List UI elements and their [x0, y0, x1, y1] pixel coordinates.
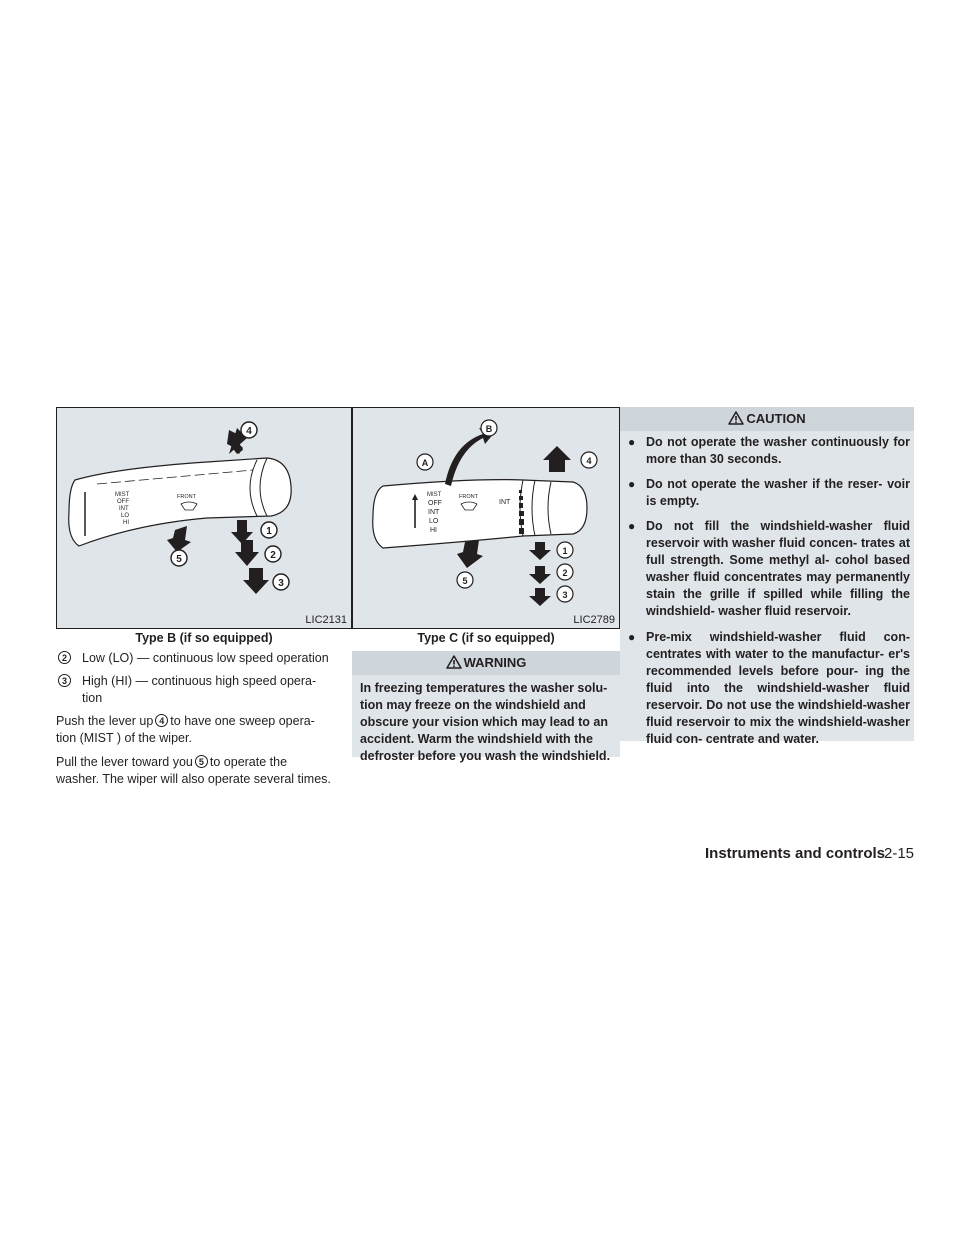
- lever-label-int: INT: [119, 506, 129, 512]
- callout-number-4: 4: [155, 714, 168, 727]
- item-text-low: Low (LO) — continuous low speed operation: [82, 651, 329, 665]
- lever-label-lo: LO: [429, 518, 439, 525]
- figure-type-c: [352, 407, 620, 629]
- callout-a: [417, 454, 433, 470]
- callout-1: [261, 522, 277, 538]
- svg-text:3: 3: [278, 578, 284, 589]
- figure-code: LIC2789: [573, 614, 615, 626]
- figure-code: LIC2131: [305, 614, 347, 626]
- figure-type-b: [56, 407, 352, 629]
- paragraph-push-lever: Push the lever up 4 to have one sweep opera- tion (MIST ) of the wiper.: [56, 714, 315, 745]
- figure-caption-type-c: Type C (if so equipped): [417, 631, 555, 645]
- svg-text:3: 3: [562, 590, 568, 600]
- callout-5: [457, 572, 473, 588]
- figure-caption-type-b: Type B (if so equipped): [135, 631, 273, 645]
- bullet-icon: ●: [628, 519, 636, 533]
- svg-text:2: 2: [270, 550, 276, 561]
- caution-title: CAUTION: [746, 411, 806, 426]
- wiper-lever-type-b-illustration: [57, 408, 351, 628]
- arrow-down-1-icon: [529, 542, 551, 560]
- lever-label-front: FRONT: [177, 494, 196, 500]
- warning-title: WARNING: [463, 655, 527, 670]
- warning-triangle-icon: [446, 655, 462, 669]
- callout-3: [557, 586, 573, 602]
- svg-text:4: 4: [246, 426, 252, 437]
- warning-text: In freezing temperatures the washer solu- tion may freeze on the windshield and obscure your vision which may lead to an accident. Warm the windshield with the defroster before you wash the windshield.: [360, 681, 611, 763]
- section-title: Instruments and controls: [705, 845, 886, 862]
- lever-label-hi: HI: [123, 520, 129, 526]
- svg-text:5: 5: [462, 576, 468, 586]
- bullet-icon: ●: [628, 630, 636, 644]
- arrow-pull-5-icon: [457, 540, 483, 568]
- list-item-high: [56, 673, 352, 709]
- callout-5: [171, 550, 187, 566]
- arrow-down-2-icon: [529, 566, 551, 584]
- caution-box: CAUTION ● Do not operate the washer continuously for more than 30 seconds. ● Do not operate the washer if the reser- voir is empty. ● Do not fill the windshield-washer fluid reservoir with washer fluid concen- trates at full strength. Some methyl al- cohol based washer fluid concentrates may permanently stain the grille if spilled while filling the windshield- washer fluid reservoir. ● Pre-mix windshield-washer fluid con- centrates with water to the manufactur- er's recommended levels before pour- ing the fluid into the windshield-washer fluid reservoir. Do not use the windshield-washer fluid reservoir to mix the windshield-washer fluid con- centrate and water.: [620, 407, 914, 741]
- svg-text:2: 2: [562, 568, 568, 578]
- lever-label-mist: MIST: [427, 492, 442, 498]
- bullet-icon: ●: [628, 477, 636, 491]
- svg-text:5: 5: [176, 554, 182, 565]
- callout-number-3: 3: [58, 674, 71, 687]
- page-number: 2-15: [884, 845, 915, 862]
- svg-text:A: A: [421, 458, 429, 468]
- callout-1: [557, 542, 573, 558]
- list-item-low: [56, 650, 352, 668]
- lever-label-off: OFF: [117, 499, 129, 505]
- caution-triangle-icon: [728, 411, 744, 425]
- arrow-down-3-icon: [243, 568, 269, 594]
- arrow-down-2-icon: [235, 540, 259, 566]
- warning-box: [352, 651, 620, 763]
- arrow-up-4-icon: [543, 446, 571, 472]
- callout-2: [557, 564, 573, 580]
- lever-label-off: OFF: [428, 500, 442, 507]
- item-text-high-1: High (HI) — continuous high speed opera-: [82, 674, 317, 688]
- curved-arrow-a-to-b-icon: [445, 428, 495, 486]
- svg-text:1: 1: [562, 546, 568, 556]
- wiper-lever-type-c-illustration: [353, 408, 619, 628]
- arrow-pull-icon: [167, 526, 191, 552]
- callout-2: [265, 546, 281, 562]
- callout-4: [581, 452, 597, 468]
- paragraph-pull-lever: Pull the lever toward you 5 to operate the washer. The wiper will also operate several times.: [56, 755, 331, 786]
- callout-number-2: 2: [58, 651, 71, 664]
- lever-label-int: INT: [428, 509, 440, 516]
- lever-label-hi: HI: [430, 527, 437, 534]
- svg-text:4: 4: [586, 456, 592, 466]
- lever-label-int-ring: INT: [499, 499, 511, 506]
- svg-text:B: B: [485, 424, 493, 434]
- arrow-down-3-icon: [529, 588, 551, 606]
- callout-number-5: 5: [195, 755, 208, 768]
- lever-label-mist: MIST: [115, 492, 130, 498]
- callout-4: [241, 422, 257, 438]
- callout-b: [481, 420, 497, 436]
- lever-label-lo: LO: [121, 513, 130, 519]
- lever-label-front: FRONT: [459, 494, 478, 500]
- callout-3: [273, 574, 289, 590]
- item-text-high-2: tion: [82, 691, 103, 705]
- svg-text:1: 1: [266, 526, 272, 537]
- bullet-icon: ●: [628, 435, 636, 449]
